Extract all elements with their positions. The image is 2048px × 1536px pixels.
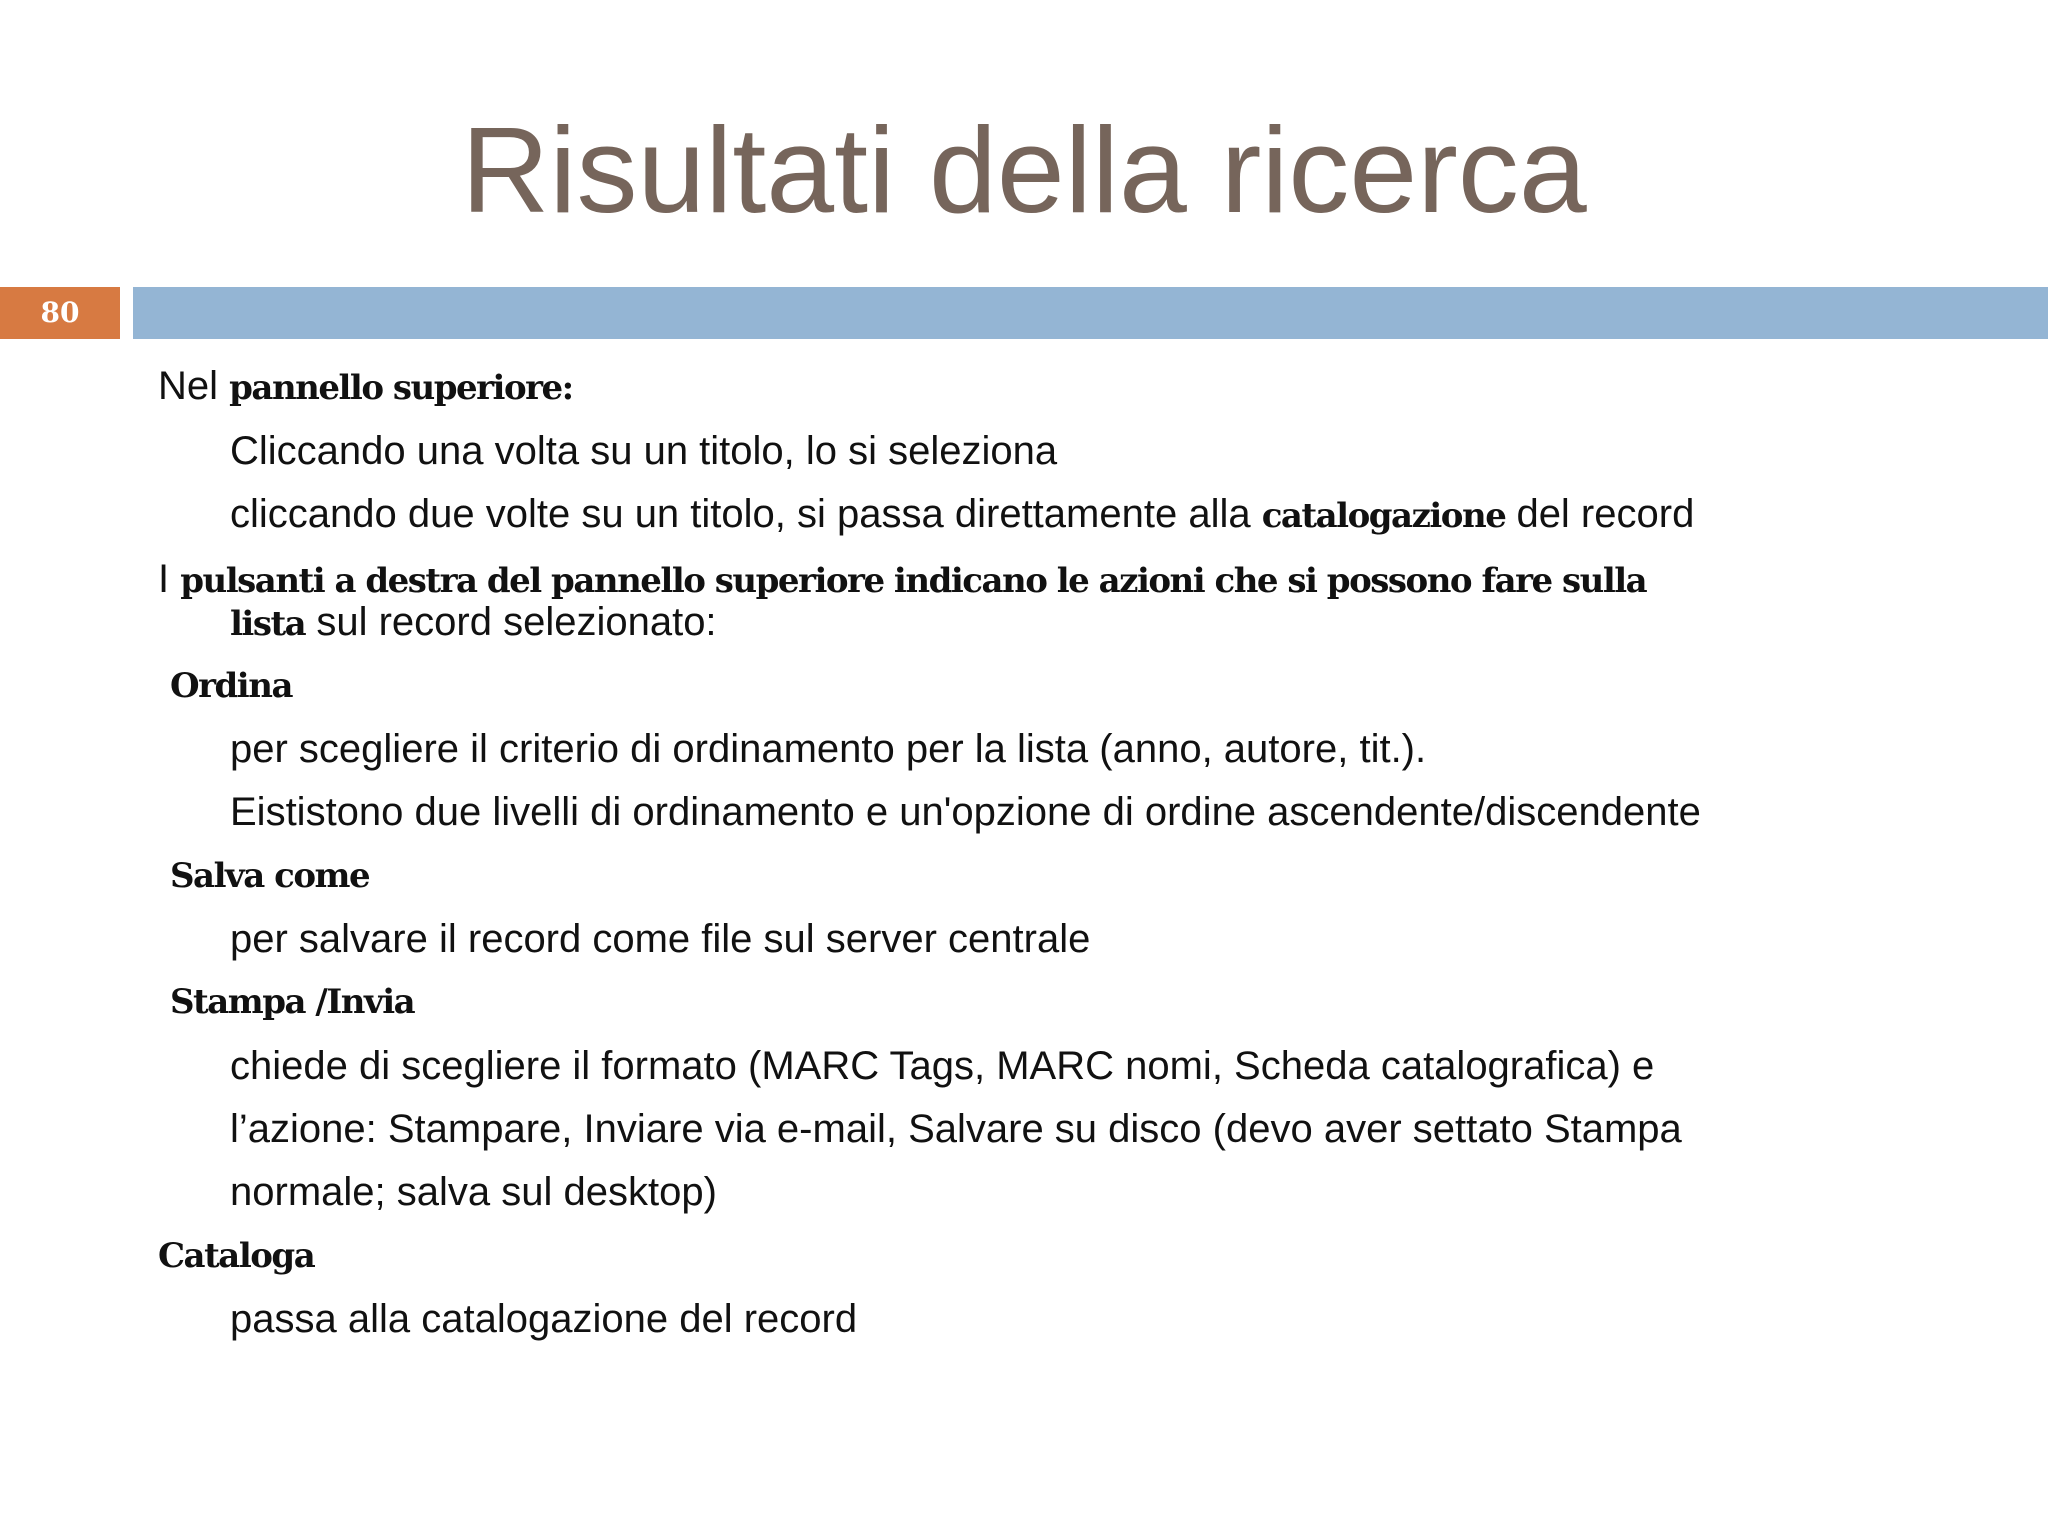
ordina-desc-2: Eististono due livelli di ordinamento e un'opzione di ordine ascendente/discendente (230, 790, 1701, 834)
text: Nel (158, 364, 230, 408)
slide-title: Risultati della ricerca (461, 102, 1587, 238)
body-line-double-click (230, 490, 1694, 540)
body-line-buttons-cont (230, 598, 717, 648)
slide-number-badge: 80 (0, 287, 120, 339)
text: I (158, 557, 181, 601)
body-line-select: Cliccando una volta su un titolo, lo si seleziona (230, 429, 1058, 473)
stampa-desc-1: chiede di scegliere il formato (MARC Tags, MARC nomi, Scheda catalografica) e (230, 1044, 1655, 1088)
text: cliccando due volte su un titolo, si passa direttamente alla (230, 492, 1262, 536)
ordina-desc-1: per scegliere il criterio di ordinamento per la lista (anno, autore, tit.). (230, 727, 1427, 771)
bold-text: pannello superiore: (229, 368, 573, 408)
stampa-desc-2: l’azione: Stampare, Inviare via e-mail, Salvare su disco (devo aver settato Stampa (230, 1107, 1682, 1151)
bold-text: lista (230, 604, 306, 644)
bold-text: catalogazione (1261, 496, 1506, 536)
cataloga-desc-1: passa alla catalogazione del record (230, 1297, 858, 1341)
bold-text: pulsanti a destra del pannello superiore indicano le azioni che si possono fare sulla (180, 561, 1647, 601)
text: sul record selezionato: (305, 600, 717, 644)
heading-ordina: Ordina (170, 666, 292, 706)
text: del record (1505, 492, 1695, 536)
heading-cataloga: Cataloga (158, 1236, 315, 1276)
heading-salva-come: Salva come (170, 856, 370, 896)
salva-desc-1: per salvare il record come file sul server centrale (230, 917, 1091, 961)
stampa-desc-3: normale; salva sul desktop) (230, 1170, 717, 1214)
body-line-panel-intro (158, 362, 573, 412)
heading-stampa-invia: Stampa /Invia (170, 982, 415, 1022)
